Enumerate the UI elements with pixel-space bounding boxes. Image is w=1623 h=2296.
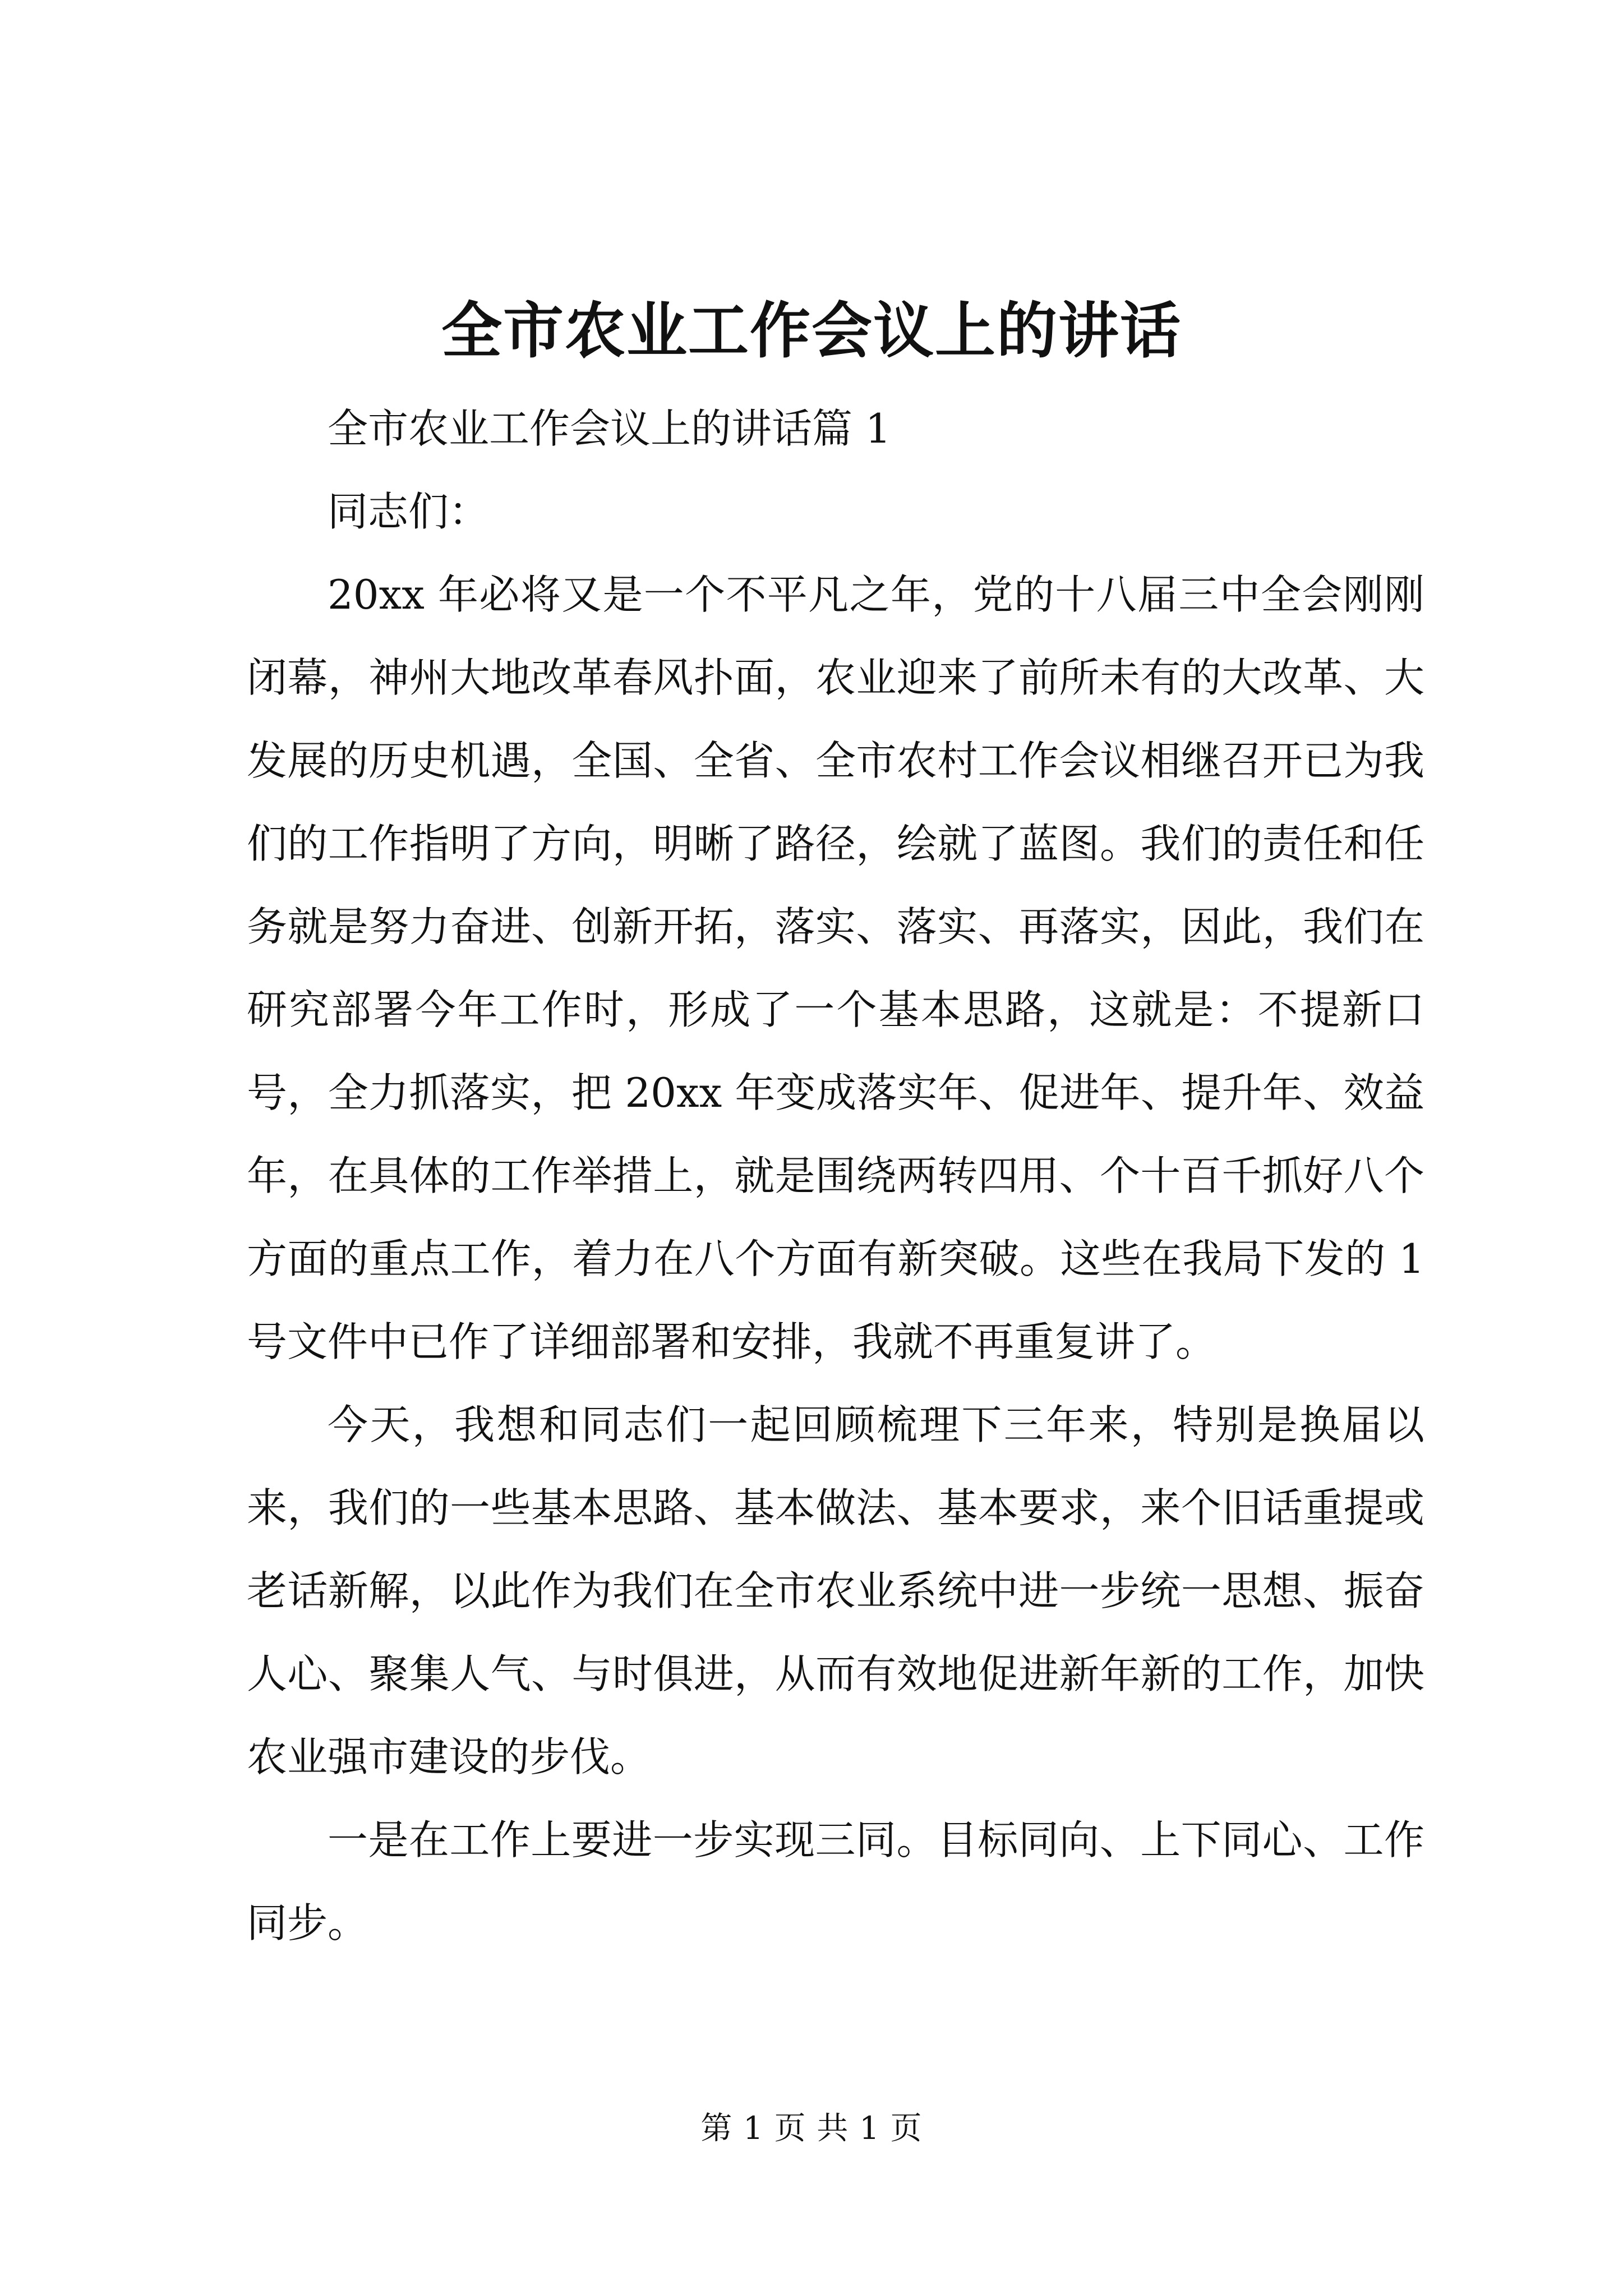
- salutation: 同志们：: [328, 488, 490, 535]
- page-footer: 第 1 页 共 1 页: [700, 2110, 923, 2147]
- document-title: 全市农业工作会议上的讲话: [441, 296, 1182, 366]
- body-paragraph: 一是在工作上要进一步实现三同。目标同向、上下同心、工作同步。: [247, 1816, 1424, 1947]
- body-paragraph: 20xx 年必将又是一个不平凡之年，党的十八届三中全会刚刚闭幕，神州大地改革春风扑面，农业迎来了前所未有的大改革、大发展的历史机遇，全国、全省、全市农村工作会议相继召开已为我们的工作指明了方向，明晰了路径，绘就了蓝图。我们的责任和任务就是努力奋进、创新开拓，落实、落实、再落实，因此，我们在研究部署今年工作时，形成了一个基本思路，这就是：不提新口号，全力抓落实，把 20xx 年变成落实年、促进年、提升年、效益年，在具体的工作举措上，就是围绕两转四用、个十百千抓好八个方面的重点工作，着力在八个方面有新突破。这些在我局下发的 1 号文件中已作了详细部署和安排，我就不再重复讲了。: [247, 571, 1424, 1365]
- body-paragraph: 今天，我想和同志们一起回顾梳理下三年来，特别是换届以来，我们的一些基本思路、基本做法、基本要求，来个旧话重提或老话新解，以此作为我们在全市农业系统中进一步统一思想、振奋人心、聚集人气、与时俱进，从而有效地促进新年新的工作，加快农业强市建设的步伐。: [247, 1401, 1424, 1780]
- document-body: [247, 387, 1424, 1964]
- section-heading: 全市农业工作会议上的讲话篇 1: [328, 405, 891, 452]
